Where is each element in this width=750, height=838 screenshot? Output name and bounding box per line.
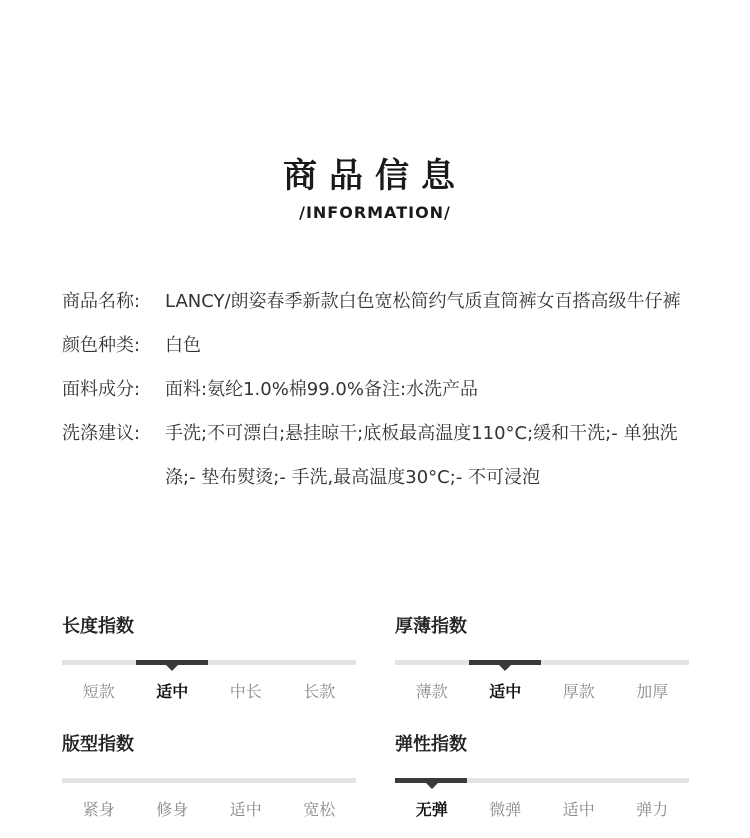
info-value: 手洗;不可漂白;悬挂晾干;底板最高温度110°C;缓和干洗;- 单独洗涤;- 垫布熨烫;- 手洗,最高温度30°C;- 不可浸泡 [165,423,678,488]
index-option: 薄款 [415,682,448,701]
index-option: 无弹 [415,800,448,819]
info-value: 白色 [165,335,201,356]
index-bar [395,778,689,783]
index-option: 适中 [229,800,262,819]
info-row-name [62,280,702,324]
index-options [395,797,689,820]
info-label: 颜色种类: [62,335,141,356]
page-subtitle: /INFORMATION/ [299,203,451,222]
index-options [395,679,689,702]
index-title: 版型指数 [62,734,134,755]
index-option: 弹力 [636,800,669,819]
index-bar [62,660,356,665]
info-label: 商品名称: [62,291,141,312]
elasticity-index [395,730,689,820]
length-index [62,612,356,702]
index-option: 厚款 [562,682,595,701]
index-option: 微弹 [489,800,522,819]
index-option: 适中 [562,800,595,819]
info-row-color [62,324,702,368]
index-option: 宽松 [303,800,336,819]
info-row-fabric [62,368,702,412]
index-option: 长款 [303,682,336,701]
index-title: 厚薄指数 [395,616,467,637]
index-title: 长度指数 [62,616,134,637]
index-options [62,679,356,702]
index-pointer-icon [499,665,511,671]
index-bar [395,660,689,665]
thickness-index [395,612,689,702]
index-option: 加厚 [636,682,669,701]
index-bar [62,778,356,783]
info-value: LANCY/朗姿春季新款白色宽松简约气质直筒裤女百搭高级牛仔裤 [165,291,681,312]
product-info [62,280,702,500]
index-option: 紧身 [82,800,115,819]
info-value: 面料:氨纶1.0%棉99.0%备注:水洗产品 [165,379,479,400]
index-option: 修身 [156,800,189,819]
index-pointer-icon [166,665,178,671]
index-pointer-icon [426,783,438,789]
fit-index [62,730,356,820]
info-row-washing [62,412,702,500]
info-label: 面料成分: [62,379,141,400]
page-title: 商品信息 [283,156,467,196]
index-option: 中长 [229,682,262,701]
index-title: 弹性指数 [395,734,467,755]
index-option: 适中 [156,682,189,701]
index-option: 短款 [82,682,115,701]
info-label: 洗涤建议: [62,423,141,444]
index-option: 适中 [489,682,522,701]
index-options [62,797,356,820]
